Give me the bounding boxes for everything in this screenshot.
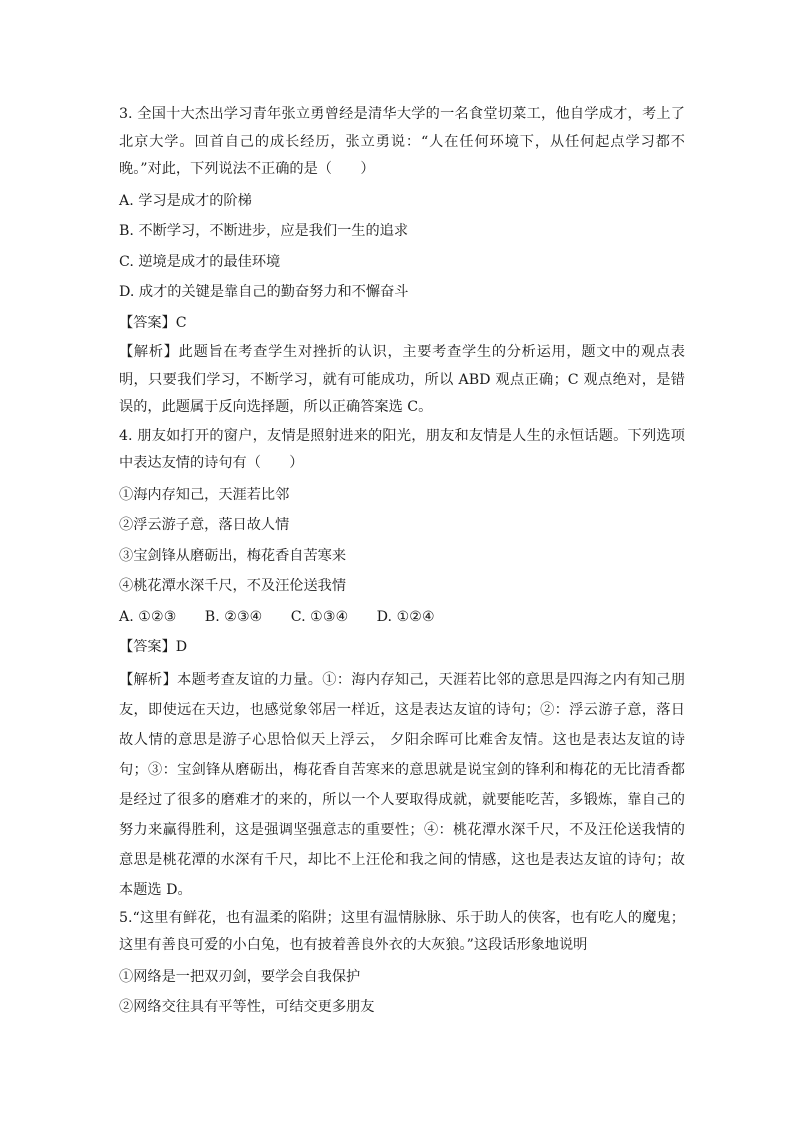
question-5-item-1: ①网络是一把双刃剑，要学会自我保护 xyxy=(119,968,361,985)
question-4-item-2: ②浮云游子意，落日故人情 xyxy=(119,517,290,533)
question-3-analysis: 【解析】此题旨在考查学生对挫折的认识，主要考查学生的分析运用，题文中的观点表明，只要我们学习，不断学习，就有可能成功，所以 ABD 观点正确；C 观点绝对，是错误的，此题属于反向选择题，所以正确答案选 C。 xyxy=(119,344,685,415)
question-3-option-b: B. 不断学习，不断进步，应是我们一生的追求 xyxy=(119,223,409,239)
question-3-answer: 【答案】C xyxy=(119,314,187,331)
question-3-option-a: A. 学习是成才的阶梯 xyxy=(119,192,252,209)
document-content xyxy=(119,100,685,1023)
question-4-answer: 【答案】D xyxy=(119,639,188,655)
question-4-options: A. ①②③ B. ②③④ C. ①③④ D. ①②④ xyxy=(119,608,435,625)
question-3-option-c: C. 逆境是成才的最佳环境 xyxy=(119,253,281,270)
question-4-item-4: ④桃花潭水深千尺，不及汪伦送我情 xyxy=(119,578,347,594)
question-5-stem: 5.“这里有鲜花，也有温柔的陷阱；这里有温情脉脉、乐于助人的侠客，也有吃人的魔鬼；这里有善良可爱的小白兔，也有披着善良外衣的大灰狼。”这段话形象地说明 xyxy=(119,909,685,953)
question-5-item-2: ②网络交往具有平等性，可结交更多朋友 xyxy=(119,999,375,1015)
question-4-stem: 4. 朋友如打开的窗户，友情是照射进来的阳光，朋友和友情是人生的永恒话题。下列选项中表达友情的诗句有（ ） xyxy=(119,427,685,471)
question-4-item-1: ①海内存知己，天涯若比邻 xyxy=(119,486,290,503)
question-3-option-d: D. 成才的关键是靠自己的勤奋努力和不懈奋斗 xyxy=(119,284,409,300)
question-4-analysis: 【解析】本题考查友谊的力量。①：海内存知己，天涯若比邻的意思是四海之内有知己朋友，即使远在天边，也感觉象邻居一样近，这是表达友谊的诗句；②：浮云游子意，落日故人情的意思是游子心思恰似天上浮云， 夕阳余晖可比难舍友情。这也是表达友谊的诗句；③：宝剑锋从磨砺出，梅花香自苦寒来的意思就是说宝剑的锋利和梅花的无比清香都是经过了很多的磨难才的来的，所以一个人要取得成就，就要能吃苦，多锻炼，靠自己的努力来赢得胜利，这是强调坚强意志的重要性；④：桃花潭水深千尺，不及汪伦送我情的意思是桃花潭的水深有千尺，却比不上汪伦和我之间的情感，这也是表达友谊的诗句；故本题选 D。 xyxy=(119,671,685,898)
question-3-stem: 3. 全国十大杰出学习青年张立勇曾经是清华大学的一名食堂切菜工，他自学成才，考上了北京大学。回首自己的成长经历，张立勇说：“人在任何环境下，从任何起点学习都不晚。”对此，下列说法不正确的是（ ） xyxy=(119,106,685,177)
question-4-item-3: ③宝剑锋从磨砺出，梅花香自苦寒来 xyxy=(119,547,347,564)
